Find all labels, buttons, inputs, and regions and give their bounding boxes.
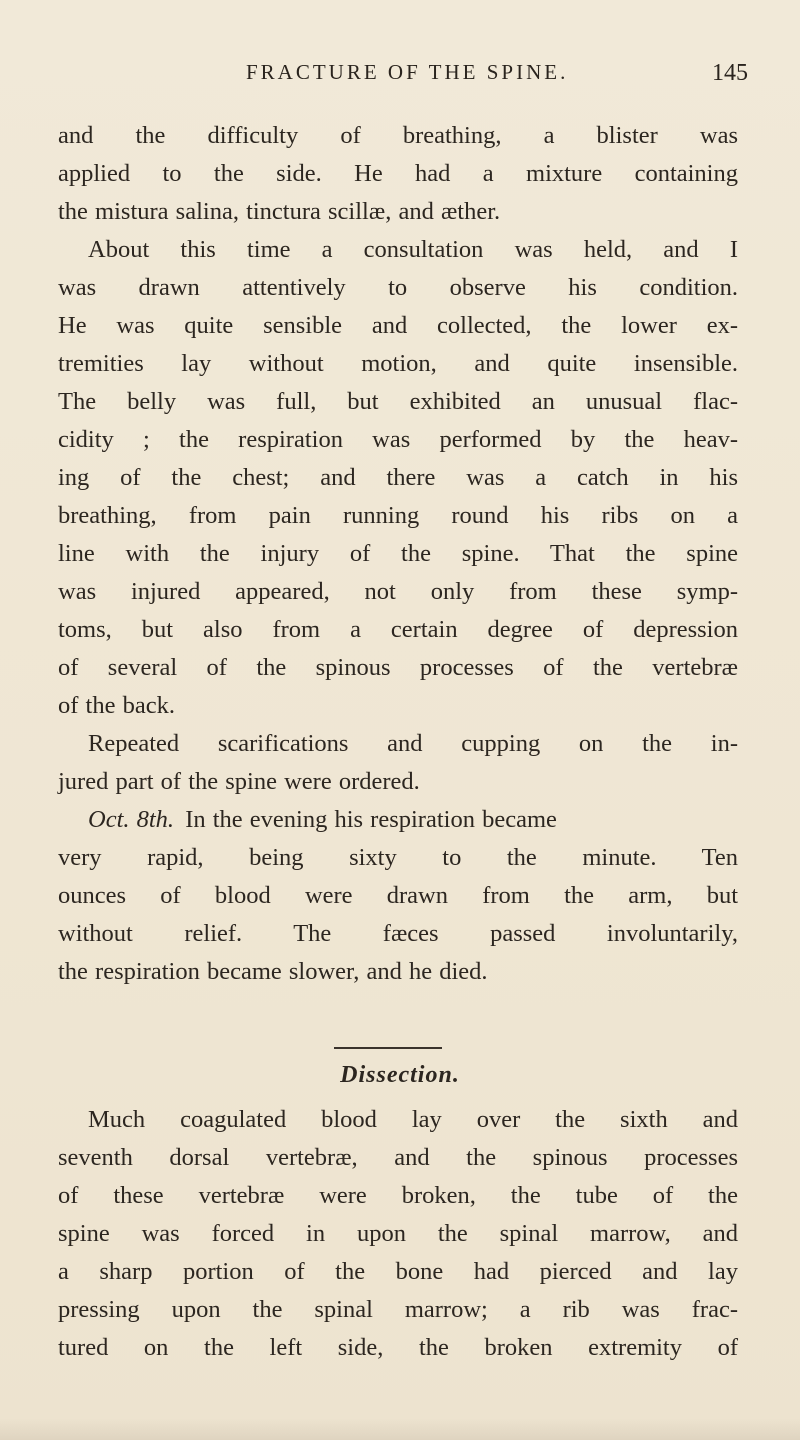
text-line [88,801,738,839]
text-line: Much coagulated blood lay over the sixth and [88,1106,738,1133]
text-line: without relief. The fæces passed involuntarily, [58,920,738,947]
text-line: ounces of blood were drawn from the arm, but [58,882,738,909]
text-line: pressing upon the spinal marrow; a rib was frac- [58,1296,738,1323]
text-line: the mistura salina, tinctura scillæ, and æther. [58,198,501,225]
date-entry: Oct. 8th. [88,806,175,833]
text-line: was injured appeared, not only from these symp- [58,578,738,605]
text-line: The belly was full, but exhibited an unusual flac- [58,388,738,415]
text-line-rest: In the evening his respiration became [178,806,557,833]
text-line: seventh dorsal vertebræ, and the spinous processes [58,1144,738,1171]
text-line: of the back. [58,692,175,719]
text-line: of several of the spinous processes of the vertebræ [58,654,738,681]
running-head-title: FRACTURE OF THE SPINE. [246,60,569,84]
text-line: was drawn attentively to observe his condition. [58,274,738,301]
section-heading: Dissection. [340,1062,460,1088]
text-line: line with the injury of the spine. That the spine [58,540,738,567]
text-line: the respiration became slower, and he died. [58,958,488,985]
text-line: cidity ; the respiration was performed by the heav- [58,426,738,453]
text-line: a sharp portion of the bone had pierced and lay [58,1258,738,1285]
text-line: Repeated scarifications and cupping on the in- [88,730,738,757]
text-line: toms, but also from a certain degree of depression [58,616,738,643]
text-line: spine was forced in upon the spinal marrow, and [58,1220,738,1247]
text-line: breathing, from pain running round his ribs on a [58,502,738,529]
text-line: and the difficulty of breathing, a blister was [58,122,738,149]
page-edge-shadow [0,1418,800,1440]
text-line: tured on the left side, the broken extremity of [58,1334,738,1361]
text-line: very rapid, being sixty to the minute. Ten [58,844,738,871]
running-head [0,60,800,96]
text-line: jured part of the spine were ordered. [58,768,420,795]
text-line: tremities lay without motion, and quite insensible. [58,350,738,377]
text-line: applied to the side. He had a mixture containing [58,160,738,187]
text-line: ing of the chest; and there was a catch in his [58,464,738,491]
text-line: of these vertebræ were broken, the tube of the [58,1182,738,1209]
page-number: 145 [712,60,748,86]
text-line: About this time a consultation was held, and I [88,236,738,263]
section-divider [334,1047,442,1049]
text-line: He was quite sensible and collected, the lower ex- [58,312,738,339]
